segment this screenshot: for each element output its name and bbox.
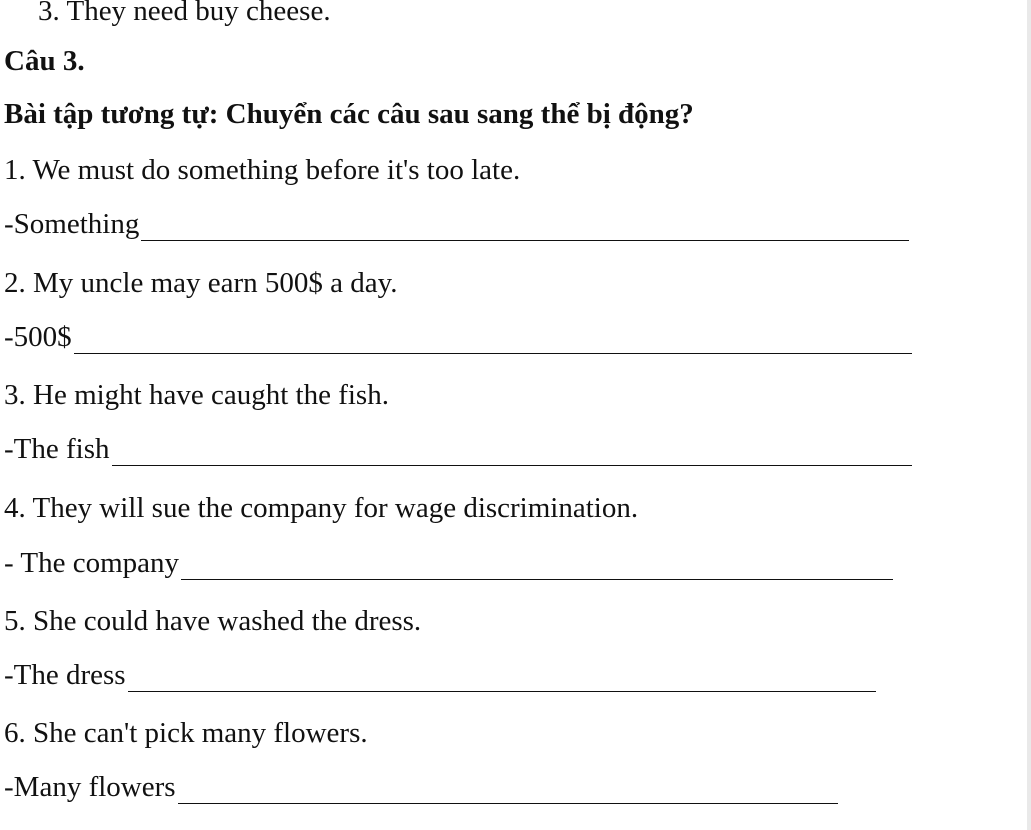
answer-line-2[interactable] bbox=[4, 320, 912, 354]
answer-line-1[interactable] bbox=[4, 207, 909, 241]
answer-blank-3[interactable] bbox=[112, 435, 912, 466]
answer-line-6[interactable] bbox=[4, 770, 838, 804]
previous-item-text: 3. They need buy cheese. bbox=[38, 0, 331, 27]
answer-line-4[interactable] bbox=[4, 546, 893, 580]
exercise-sentence-4: 4. They will sue the company for wage discrimination. bbox=[4, 492, 639, 524]
answer-prompt-2: -500$ bbox=[4, 321, 72, 353]
exercise-sentence-2: 2. My uncle may earn 500$ a day. bbox=[4, 267, 398, 299]
instruction-heading: Bài tập tương tự: Chuyển các câu sau sang thể bị động? bbox=[4, 98, 694, 130]
answer-blank-1[interactable] bbox=[141, 210, 909, 241]
answer-prompt-5: -The dress bbox=[4, 659, 126, 691]
answer-line-3[interactable] bbox=[4, 432, 912, 466]
answer-blank-2[interactable] bbox=[74, 323, 912, 354]
exercise-sentence-3: 3. He might have caught the fish. bbox=[4, 379, 389, 411]
exercise-sentence-1: 1. We must do something before it's too late. bbox=[4, 154, 521, 186]
answer-blank-4[interactable] bbox=[181, 549, 893, 580]
exercise-sentence-5: 5. She could have washed the dress. bbox=[4, 605, 422, 637]
answer-prompt-1: -Something bbox=[4, 208, 140, 240]
section-title: Câu 3. bbox=[4, 45, 85, 77]
answer-line-5[interactable] bbox=[4, 658, 876, 692]
exercise-sentence-6: 6. She can't pick many flowers. bbox=[4, 717, 368, 749]
answer-blank-5[interactable] bbox=[128, 661, 876, 692]
answer-prompt-3: -The fish bbox=[4, 433, 110, 465]
page-edge-shadow bbox=[1027, 0, 1031, 830]
answer-prompt-4: - The company bbox=[4, 547, 180, 579]
answer-blank-6[interactable] bbox=[178, 773, 838, 804]
answer-prompt-6: -Many flowers bbox=[4, 771, 176, 803]
